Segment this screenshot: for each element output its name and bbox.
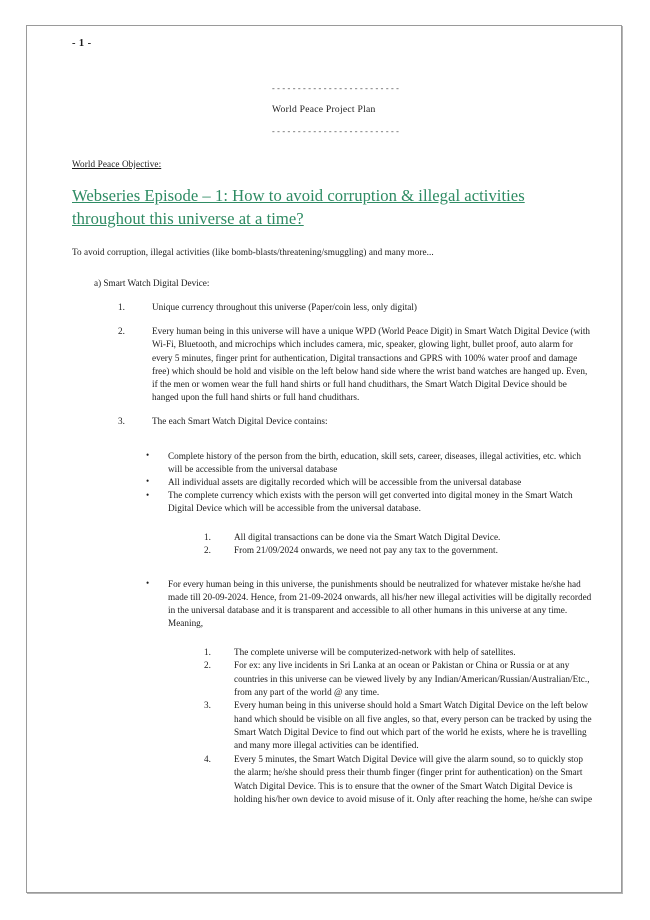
list-item-text: All individual assets are digitally recorded which will be accessible from the universal database <box>168 476 522 487</box>
list-item <box>204 531 593 544</box>
list-item-text: For every human being in this universe, the punishments should be neutralized for whatever mistake he/she had made till 20-09-2024. Hence, from 21-09-2024 onwards, all his/her new illegal activities will be digitally recorded in the universal database and it is transparent and accessible to all other humans in this universe at any time. Meaning, <box>168 578 592 628</box>
list-item-text: Complete history of the person from the birth, education, skill sets, career, diseases, illegal activities, etc. which will be accessible from the universal database <box>168 450 582 474</box>
list-marker: 2. <box>204 660 211 671</box>
spacer <box>72 439 593 450</box>
list-marker: 1. <box>204 647 211 658</box>
list-item <box>204 753 593 806</box>
main-heading: Webseries Episode – 1: How to avoid corruption & illegal activities throughout this universe at a time? <box>72 185 525 228</box>
spacer <box>72 558 593 578</box>
spacer <box>72 630 593 646</box>
list-item <box>118 325 593 403</box>
numbered-list-level2-a <box>72 531 593 558</box>
list-item-text: The complete currency which exists with the person will get converted into digital money in the Smart Watch Digital Device which will be accessible from the universal database. <box>168 490 573 514</box>
list-item <box>144 476 593 489</box>
bullet-glyph-icon: • <box>146 476 150 487</box>
list-item <box>204 646 593 659</box>
list-item-text: The each Smart Watch Digital Device contains: <box>152 415 328 426</box>
bullet-list-group-one <box>72 450 593 515</box>
list-item <box>144 489 593 515</box>
list-marker: 3. <box>118 415 125 426</box>
list-marker: 1. <box>118 302 125 313</box>
bullet-glyph-icon: • <box>146 450 150 461</box>
list-item-text: All digital transactions can be done via the Smart Watch Digital Device. <box>234 532 501 543</box>
list-item <box>204 699 593 752</box>
list-item-text: The complete universe will be computerized-network with help of satellites. <box>234 647 516 658</box>
document-page <box>26 25 622 893</box>
lead-paragraph: To avoid corruption, illegal activities (like bomb-blasts/threatening/smuggling) and many more... <box>72 247 434 258</box>
list-marker: 3. <box>204 700 211 711</box>
bullet-glyph-icon: • <box>146 489 150 500</box>
document-title: World Peace Project Plan <box>272 104 376 116</box>
list-item <box>118 415 593 428</box>
bullet-list-group-two <box>72 578 593 630</box>
list-item-text: For ex: any live incidents in Sri Lanka at an ocean or Pakistan or China or Russia or at any countries in this universe can be viewed lively by any Indian/American/Russian/Australian/Etc., from any part of the world @ any time. <box>234 660 590 698</box>
top-divider-rule: - - - - - - - - - - - - - - - - - - - - - - - - - <box>272 83 400 93</box>
list-item-text: From 21/09/2024 onwards, we need not pay any tax to the government. <box>234 545 498 556</box>
list-item <box>204 659 593 699</box>
numbered-list-level1 <box>72 301 593 428</box>
objective-label: World Peace Objective: <box>72 158 162 169</box>
section-a-label: a) Smart Watch Digital Device: <box>94 277 210 288</box>
list-item-text: Every human being in this universe should hold a Smart Watch Digital Device on the left below hand which should be visible on all five angles, so that, every person can be tracked by using the Smart Watch Digital Device to find out which part of the world he exists, where he is travelling and many more illegal activities can be identified. <box>234 700 592 751</box>
list-marker: 2. <box>204 545 211 556</box>
document-title-block <box>272 84 593 137</box>
numbered-list-level2-b <box>72 646 593 806</box>
spacer <box>72 515 593 531</box>
page-content-area <box>27 26 621 892</box>
list-marker: 4. <box>204 753 211 764</box>
list-marker: 1. <box>204 532 211 543</box>
list-item-text: Every 5 minutes, the Smart Watch Digital Device will give the alarm sound, so to quickly stop the alarm; he/she should press their thumb finger (finger print for authentication) on the Smart Watch Digital Device. This is to ensure that the owner of the Smart Watch Digital Device is holding his/her own device to avoid misuse of it. Only after reaching the home, he/she can swipe <box>234 753 593 804</box>
list-item <box>144 578 593 630</box>
page-number: - 1 - <box>72 38 92 49</box>
list-marker: 2. <box>118 326 125 337</box>
bottom-divider-rule: - - - - - - - - - - - - - - - - - - - - - - - - - <box>272 126 400 136</box>
list-item <box>118 301 593 314</box>
bullet-glyph-icon: • <box>146 578 150 589</box>
list-item-text: Unique currency throughout this universe (Paper/coin less, only digital) <box>152 302 418 313</box>
list-item <box>204 544 593 557</box>
list-item <box>144 450 593 476</box>
list-item-text: Every human being in this universe will have a unique WPD (World Peace Digit) in Smart Watch Digital Device (with Wi-Fi, Bluetooth, and microchips which includes camera, mic, speaker, glowing light, bullet proof, auto alarm for every 5 minutes, finger print for authentication, Digital transactions and GPRS with 100% water proof and damage free) which should be hold and visible on the left below hand side where the wrist band watches are hanged up. Even, if the men or women wear the full hand shirts or full hand chudithars, the Smart Watch Digital Device should be hanged upon the full hand shirts or full hand chudithars. <box>152 326 591 402</box>
